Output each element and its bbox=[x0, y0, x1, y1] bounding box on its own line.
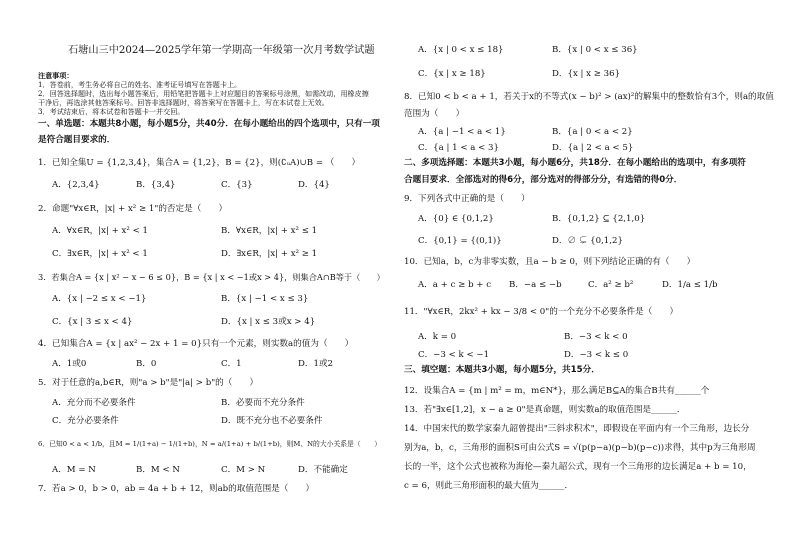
q8-stem-cont: 范围为（ ） bbox=[404, 109, 465, 119]
q11-option-b: B．−3 < k < 0 bbox=[564, 332, 628, 342]
q6-option-d: D．不能确定 bbox=[298, 465, 348, 475]
note-2b: 干净后，再选涂其他答案标号。回答非选择题时，将答案写在答题卡上，写在本试卷上无效。 bbox=[38, 98, 329, 107]
q9-stem: 9．下列各式中正确的是（ ） bbox=[404, 194, 530, 204]
q3-option-d: D．{x | x ≤ 3或x > 4} bbox=[221, 317, 316, 327]
q14-line-3: 长的一半，这个公式也被称为海伦—秦九韶公式，现有一个三角形的边长满足a + b = 10， bbox=[404, 462, 752, 472]
q8-option-a: A．{a | −1 < a < 1} bbox=[418, 127, 506, 137]
q11-option-c: C．−3 < k < −1 bbox=[418, 350, 490, 360]
note-3: 3．考试结束后，将本试卷和答题卡一并交回。 bbox=[38, 107, 185, 116]
q7-option-d: D．{x | x ≥ 36} bbox=[552, 69, 621, 79]
q11-stem: 11．"∀x∈R，2kx² + kx − 3/8 < 0"的一个充分不必要条件是（ ） bbox=[404, 307, 679, 317]
notes-heading: 注意事项： bbox=[38, 71, 74, 80]
note-2a: 2．回答选择题时，选出每小题答案后，用铅笔把答题卡上对应题目的答案标号涂黑，如需改动，用橡皮擦 bbox=[38, 89, 369, 98]
q10-stem: 10．已知a，b，c为非零实数，且a − b ≥ 0，则下列结论正确的有（ ） bbox=[404, 257, 696, 267]
q9-option-c: C．{0,1} = {(0,1)} bbox=[418, 236, 502, 246]
q6-option-c: C．M > N bbox=[221, 465, 266, 475]
q2-option-c: C．∃x∈R，|x| + x² < 1 bbox=[52, 249, 148, 259]
q14-line-4: c = 6，则此三角形面积的最大值为______． bbox=[404, 481, 574, 491]
q3-option-a: A．{x | −2 ≤ x < −1} bbox=[52, 294, 147, 304]
q5-stem: 5．对于任意的a,b∈R，则"a > b"是"|a| > b"的（ ） bbox=[38, 378, 259, 388]
q1-option-a: A．{2,3,4} bbox=[52, 180, 100, 190]
q10-option-c: C．a² ≥ b² bbox=[588, 280, 634, 290]
section1-heading: 一、单选题：本题共8小题，每小题5分，共40分．在每小题给出的四个选项中，只有一项 bbox=[38, 119, 380, 129]
q8-option-d: D．{a | 2 < a < 5} bbox=[552, 143, 634, 153]
q7-stem: 7．若a > 0，b > 0，ab = 4a + b + 12，则ab的取值范围是（ ） bbox=[38, 484, 315, 494]
q10-option-a: A．a + c ≥ b + c bbox=[418, 280, 492, 290]
q11-option-a: A．k = 0 bbox=[418, 332, 457, 342]
q7-option-b: B．{x | 0 < x ≤ 36} bbox=[552, 45, 638, 55]
section2-heading: 二、多项选择题：本题共3小题，每小题6分，共18分．在每小题给出的选项中，有多项符 bbox=[404, 158, 746, 168]
section2-heading-cont: 合题目要求．全部选对的得6分，部分选对的得部分分，有选错的得0分． bbox=[404, 175, 683, 185]
q6-option-a: A．M = N bbox=[52, 465, 96, 475]
q1-option-b: B．{3,4} bbox=[136, 180, 176, 190]
exam-title: 石塘山三中2024—2025学年第一学期高一年级第一次月考数学试题 bbox=[68, 45, 375, 56]
q3-option-c: C．{x | 3 ≤ x < 4} bbox=[52, 317, 133, 327]
q2-option-d: D．∃x∈R，|x| + x² ≥ 1 bbox=[221, 249, 318, 259]
section1-heading-cont: 是符合题目要求的． bbox=[38, 135, 116, 145]
q5-option-d: D．既不充分也不必要条件 bbox=[221, 416, 323, 426]
q7-option-a: A．{x | 0 < x ≤ 18} bbox=[418, 45, 504, 55]
q12-stem: 12．设集合A = {m | m² = m，m∈N*}，那么满足B⊆A的集合B共有______个 bbox=[404, 386, 710, 396]
q6-stem: 6．已知0 < a < 1/b，且M = 1/(1+a) − 1/(1+b)，N = a/(1+a) + b/(1+b)，则M、N的大小关系是（ ） bbox=[38, 440, 382, 448]
q4-option-c: C．1 bbox=[221, 359, 242, 369]
q10-option-b: B．−a ≤ −b bbox=[509, 280, 562, 290]
q9-option-a: A．{0} ∈ {0,1,2} bbox=[418, 214, 494, 224]
q3-stem: 3．若集合A = {x | x² − x − 6 ≤ 0}，B = {x | x < −1或x > 4}，则集合A∩B等于（ ） bbox=[38, 272, 385, 282]
q10-option-d: D．1/a ≤ 1/b bbox=[662, 280, 718, 290]
q2-option-a: A．∀x∈R，|x| + x² < 1 bbox=[52, 226, 148, 236]
q8-option-c: C．{a | 1 < a < 3} bbox=[418, 143, 499, 153]
q11-option-d: D．−3 < k ≤ 0 bbox=[564, 350, 629, 360]
note-1: 1．答卷前，考生务必将自己的姓名、准考证号填写在答题卡上。 bbox=[38, 80, 242, 89]
q8-stem: 8．已知0 < b < a + 1，若关于x的不等式(x − b)² > (ax)²的解集中的整数恰有3个，则a的取值 bbox=[404, 92, 774, 102]
q4-option-b: B．0 bbox=[136, 359, 157, 369]
q4-stem: 4．已知集合A = {x | ax² − 2x + 1 = 0}只有一个元素，则实数a的值为（ ） bbox=[38, 339, 354, 349]
q14-line-1: 14．中国宋代的数学家秦九韶曾提出"三斜求积术"，即假设在平面内有一个三角形，边长分 bbox=[404, 424, 750, 434]
section3-heading: 三、填空题：本题共3小题，每小题5分，共15分． bbox=[404, 365, 600, 375]
q5-option-b: B．必要而不充分条件 bbox=[221, 398, 305, 408]
q5-option-a: A．充分而不必要条件 bbox=[52, 398, 136, 408]
q9-option-d: D．∅ ⊊ {0,1,2} bbox=[552, 236, 623, 246]
q2-option-b: B．∀x∈R，|x| + x² ≤ 1 bbox=[221, 226, 318, 236]
q5-option-c: C．充分必要条件 bbox=[52, 416, 119, 426]
q14-line-2: 别为a，b，c，三角形的面积S可由公式S = √(p(p−a)(p−b)(p−c))求得，其中p为三角形周 bbox=[404, 443, 756, 453]
q2-stem: 2．命题"∀x∈R，|x| + x² ≥ 1"的否定是（ ） bbox=[38, 204, 228, 214]
q1-option-c: C．{3} bbox=[221, 180, 253, 190]
q9-option-b: B．{0,1,2} ⊆ {2,1,0} bbox=[552, 214, 646, 224]
q4-option-d: D．1或2 bbox=[298, 359, 334, 369]
q4-option-a: A．1或0 bbox=[52, 359, 87, 369]
q13-stem: 13．若"∃x∈[1,2]，x − a ≥ 0"是真命题，则实数a的取值范围是______． bbox=[404, 405, 686, 415]
q6-option-b: B．M < N bbox=[136, 465, 180, 475]
q1-option-d: D．{4} bbox=[298, 180, 330, 190]
q7-option-c: C．{x | x ≥ 18} bbox=[418, 69, 486, 79]
q1-stem: 1．已知全集U = {1,2,3,4}，集合A = {1,2}，B = {2}，则(∁ᵤA)∪B = （ ） bbox=[38, 158, 361, 168]
q3-option-b: B．{x | −1 < x ≤ 3} bbox=[221, 294, 309, 304]
q8-option-b: B．{a | 0 < a < 2} bbox=[552, 127, 633, 137]
